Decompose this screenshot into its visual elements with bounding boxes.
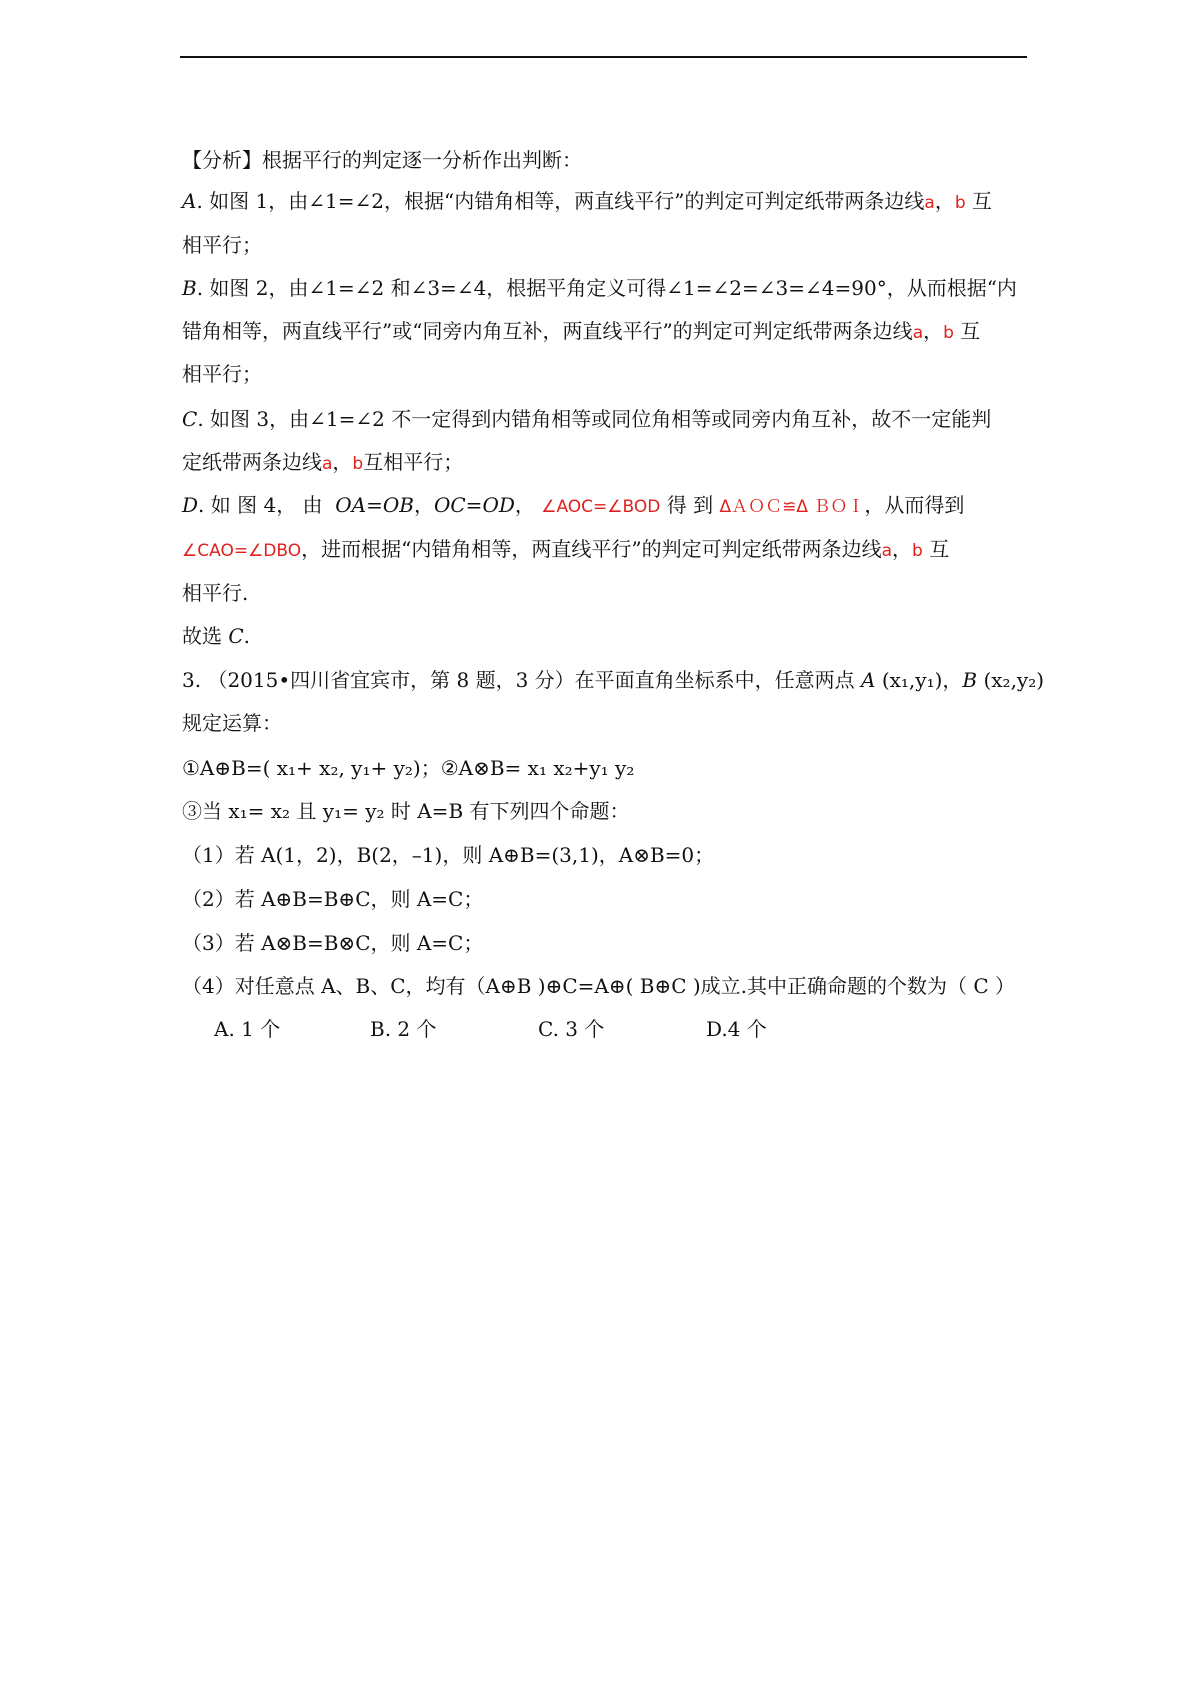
analysis-option-b: B. 如图 2，由∠1=∠2 和∠3=∠4，根据平角定义可得∠1=∠2=∠3=∠4=90°，从而根据“内 xyxy=(182,276,1017,300)
question-header: 3. （2015•四川省宜宾市，第 8 题，3 分）在平面直角坐标系中，任意两点 A (x₁,y₁)，B (x₂,y₂) xyxy=(182,668,1045,692)
analysis-option-b-cont: 相平行； xyxy=(182,362,262,386)
analysis-option-d-cont: 相平行. xyxy=(182,581,249,605)
option-a: A. 1 个 xyxy=(214,1017,281,1041)
proposition-2: （2）若 A⊕B=B⊕C，则 A=C； xyxy=(182,887,484,911)
analysis-option-d-line2: ∠CAO=∠DBO，进而根据“内错角相等，两直线平行”的判定可判定纸带两条边线a，b 互 xyxy=(182,537,950,561)
answer-options xyxy=(214,1016,767,1042)
question-rule-1-2: ①A⊕B=( x₁+ x₂, y₁+ y₂)；②A⊗B= x₁ x₂+y₁ y₂ xyxy=(182,756,635,780)
question-line2: 规定运算： xyxy=(182,711,282,735)
option-d: D.4 个 xyxy=(706,1017,767,1041)
analysis-option-b-line2: 错角相等，两直线平行”或“同旁内角互补，两直线平行”的判定可判定纸带两条边线a，b 互 xyxy=(182,319,981,343)
proposition-4: （4）对任意点 A、B、C，均有（A⊕B )⊕C=A⊕( B⊕C )成立.其中正确命题的个数为（ C ） xyxy=(182,974,1016,998)
answer-line: 故选 C. xyxy=(182,624,251,648)
option-b: B. 2 个 xyxy=(370,1017,437,1041)
analysis-option-a: A. 如图 1，由∠1=∠2，根据“内错角相等，两直线平行”的判定可判定纸带两条边线a，b 互 xyxy=(182,189,992,213)
header-rule xyxy=(180,56,1027,58)
option-c: C. 3 个 xyxy=(538,1017,605,1041)
analysis-header: 【分析】根据平行的判定逐一分析作出判断： xyxy=(182,148,582,172)
analysis-option-a-cont: 相平行； xyxy=(182,233,262,257)
proposition-3: （3）若 A⊗B=B⊗C，则 A=C； xyxy=(182,931,484,955)
analysis-option-c-line2: 定纸带两条边线a，b互相平行； xyxy=(182,450,464,474)
question-rule-3: ③当 x₁= x₂ 且 y₁= y₂ 时 A=B 有下列四个命题： xyxy=(182,799,630,823)
analysis-option-d: D. 如 图 4， 由 OA=OB，OC=OD， ∠AOC=∠BOD 得 到 ΔＡＯＣ≌Δ ＢＯＩ，从而得到 xyxy=(182,493,965,517)
analysis-option-c: C. 如图 3，由∠1=∠2 不一定得到内错角相等或同位角相等或同旁内角互补，故不一定能判 xyxy=(182,407,992,431)
proposition-1: （1）若 A(1，2)，B(2，–1)，则 A⊕B=(3,1)，A⊗B=0； xyxy=(182,843,715,867)
